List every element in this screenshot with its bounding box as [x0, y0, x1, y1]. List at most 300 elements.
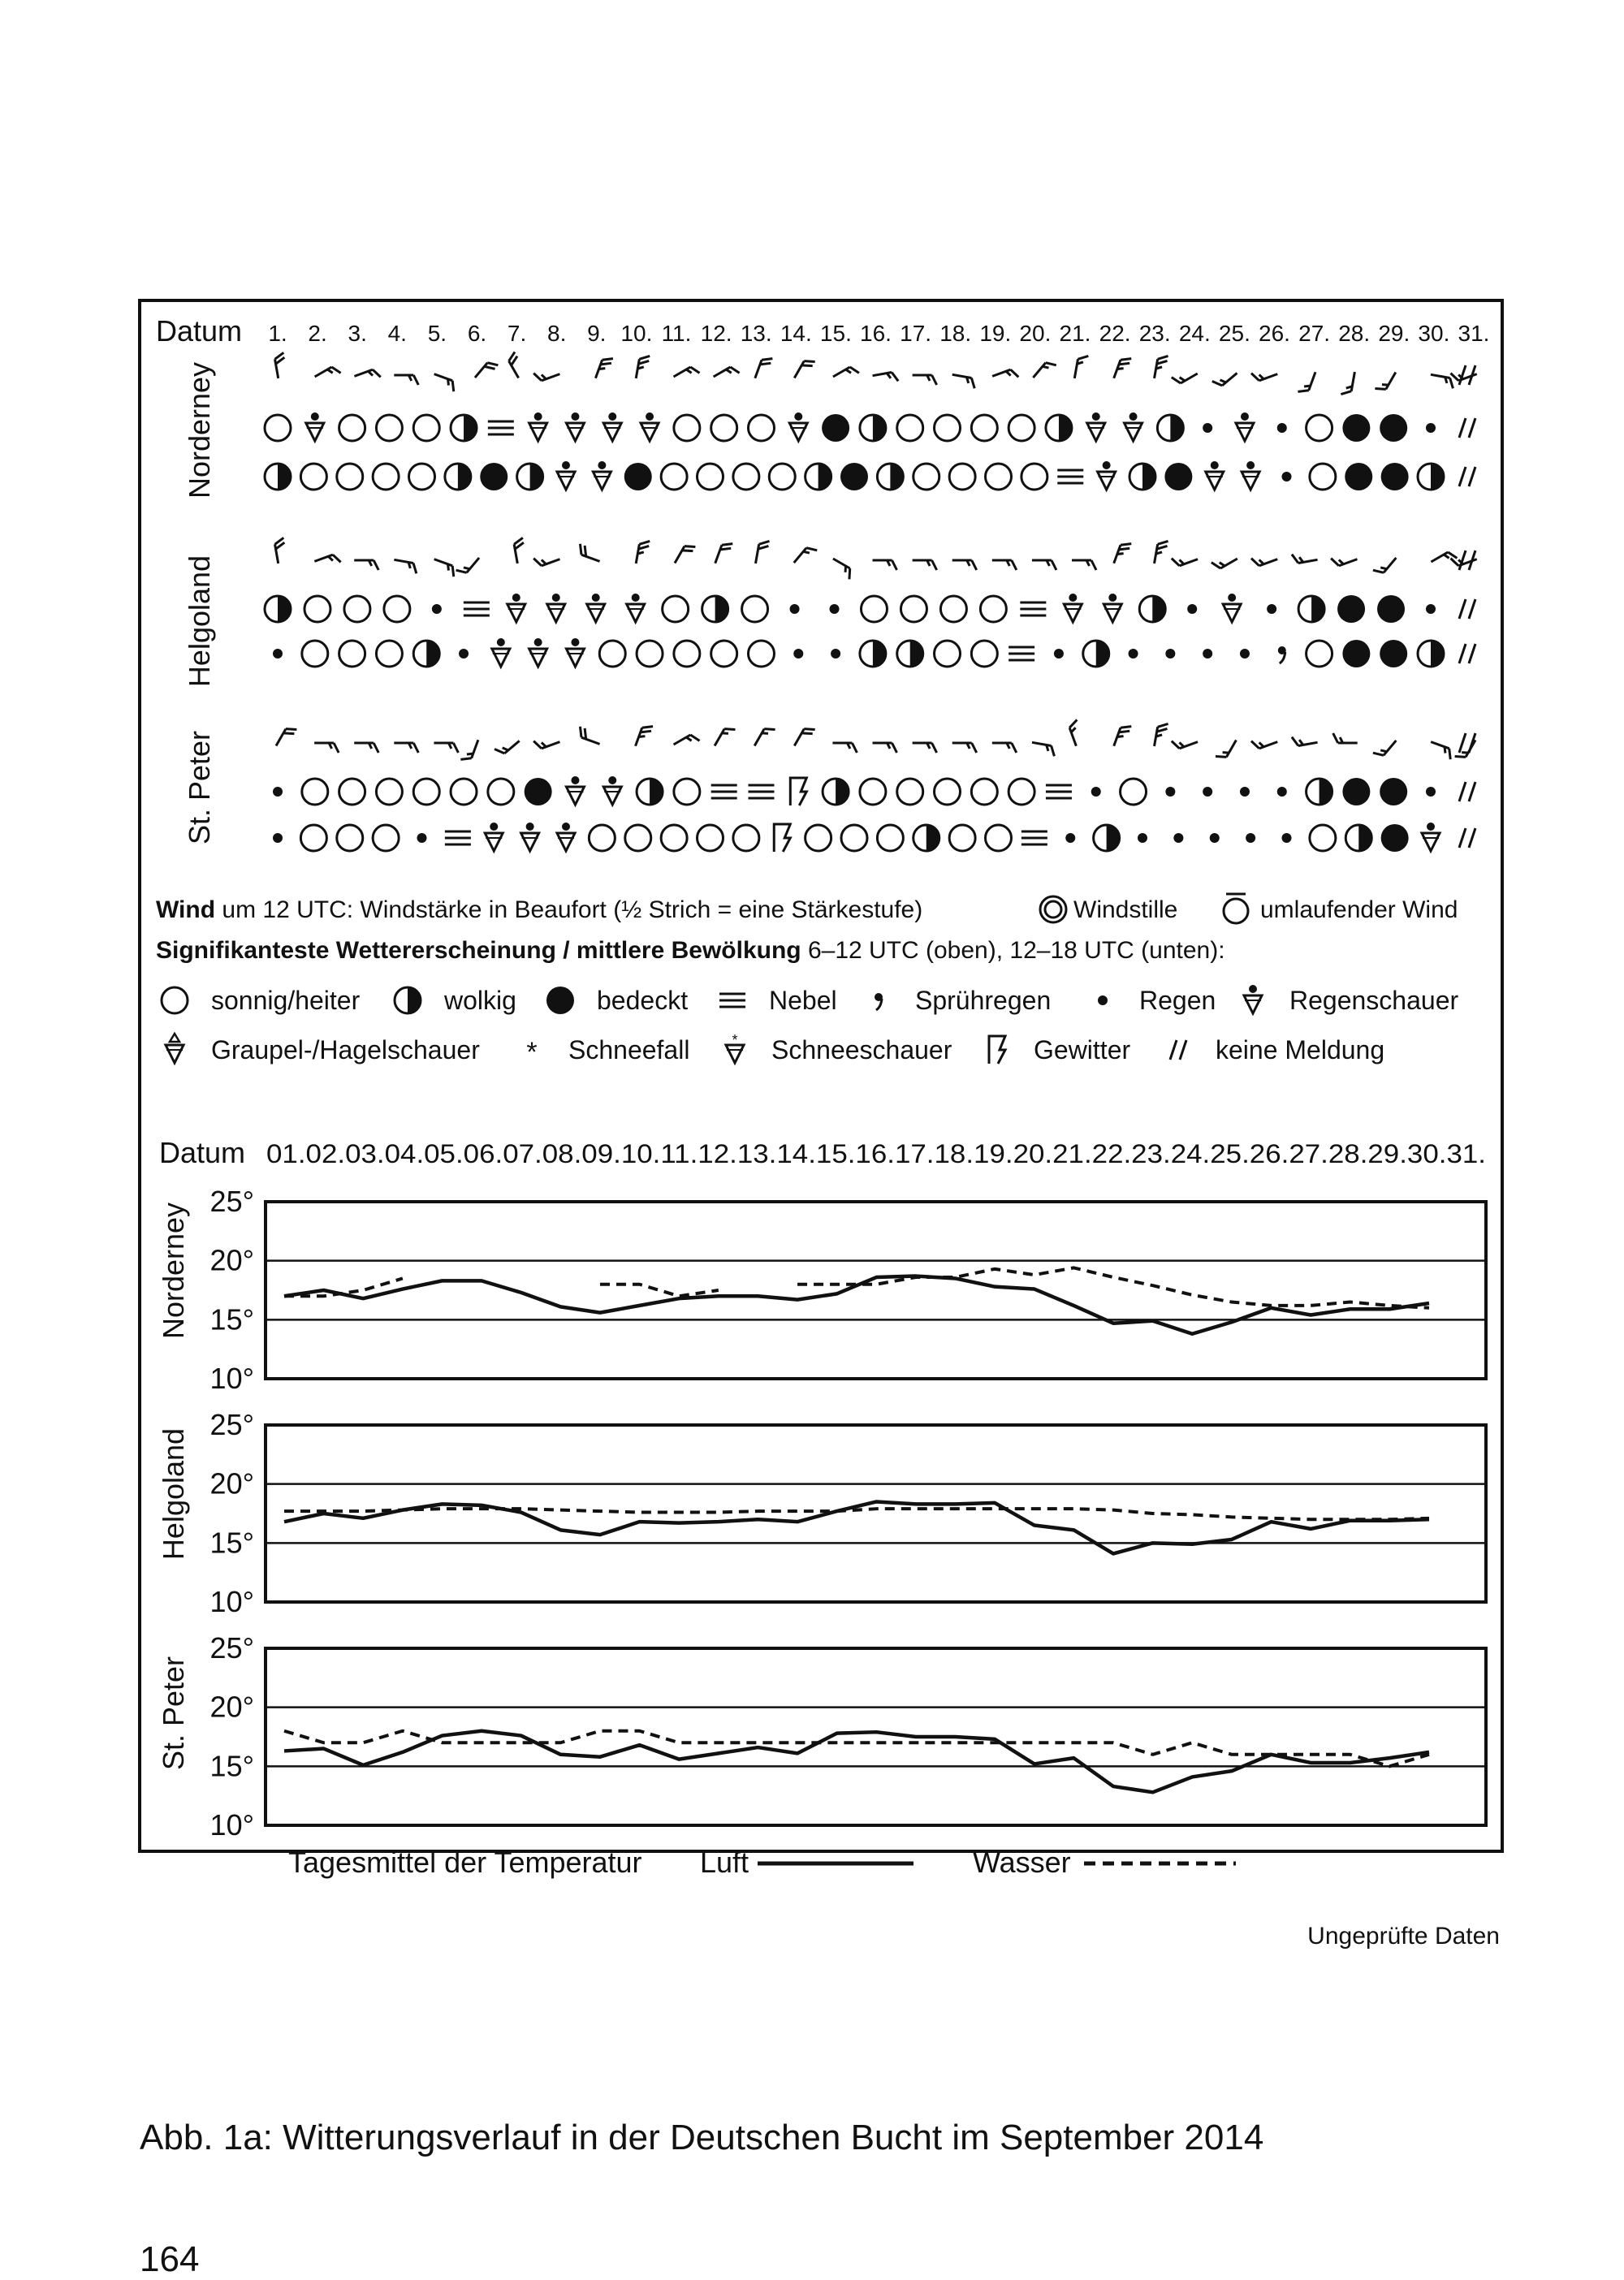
wind-barb-icon: [392, 559, 418, 573]
clear-icon: [674, 415, 700, 441]
clear-icon: [1009, 779, 1034, 805]
wind-barb-icon: [674, 732, 700, 753]
fog-icon: [1057, 470, 1083, 483]
symbol-date-label-cell: 14.: [780, 321, 812, 346]
wind-barb-icon: [715, 724, 735, 750]
overcast-icon: [1164, 463, 1192, 490]
y-tick-label: 20°: [209, 1466, 254, 1501]
clear-icon: [339, 641, 365, 667]
overcast-icon: [1342, 640, 1370, 667]
wind-barb-icon: [533, 732, 559, 750]
rain-icon: [273, 649, 283, 659]
overcast-icon: [525, 778, 552, 805]
cloudy-icon: [445, 464, 471, 490]
rain-icon: [1282, 472, 1292, 481]
cloudy-icon: [451, 415, 477, 441]
overcast-icon: [1342, 778, 1370, 805]
symbol-date-row: [268, 321, 1489, 346]
calm-label: Windstille: [1073, 896, 1178, 923]
legend-cloudy-icon: [395, 987, 421, 1013]
rain-shower-icon: [627, 594, 645, 622]
rain-icon: [793, 649, 803, 659]
legend-label: keine Meldung: [1216, 1035, 1385, 1064]
legend-label: sonnig/heiter: [211, 986, 361, 1015]
cloudy-icon: [413, 641, 439, 667]
rain-icon: [417, 833, 427, 843]
legend-label: Regen: [1139, 986, 1216, 1015]
station-labels: [183, 362, 216, 844]
wind-barb-icon: [1373, 551, 1396, 576]
symbol-date-label-cell: 31.: [1458, 321, 1490, 346]
clear-icon: [711, 415, 737, 441]
clear-icon: [897, 415, 923, 441]
chart-station-label: Norderney: [157, 1202, 190, 1340]
overcast-icon: [1380, 414, 1407, 442]
clear-icon: [860, 779, 886, 805]
legend-clear-icon: [162, 987, 188, 1013]
wind-barb-icon: [460, 736, 478, 762]
y-tick-label: 10°: [209, 1808, 254, 1842]
rain-shower-icon: [1064, 594, 1082, 622]
wind-barb-icon: [1068, 719, 1086, 745]
clear-icon: [949, 825, 975, 851]
wind-barb-icon: [1341, 370, 1354, 396]
wind-barb-icon: [833, 365, 859, 385]
rain-shower-icon: [557, 461, 575, 490]
rain-shower-icon: [485, 823, 503, 851]
symbol-date-label-cell: 12.: [700, 321, 732, 346]
wind-barb-icon: [475, 359, 498, 384]
legend-label: Schneefall: [568, 1035, 690, 1064]
temperature-panel: [157, 1136, 1500, 1950]
rain-shower-icon: [1422, 823, 1440, 851]
clear-icon: [300, 825, 326, 851]
y-tick-label: 10°: [209, 1362, 254, 1395]
fog-icon: [1021, 831, 1047, 844]
symbol-date-label-cell: 17.: [900, 321, 932, 346]
temperature-date-row: 01.02.03.04.05.06.07.08.09.10.11.12.13.14.15.16.17.18.19.20.21.22.23.24.25.26.27.28.29.30.31.: [266, 1139, 1486, 1168]
fog-icon: [445, 831, 471, 844]
symbol-date-label-cell: 24.: [1178, 321, 1211, 346]
air-temperature-line: [284, 1276, 1429, 1334]
rain-icon: [1210, 833, 1220, 843]
clear-icon: [711, 641, 737, 667]
clear-icon: [1121, 779, 1147, 805]
y-tick-label: 25°: [209, 1631, 254, 1665]
overcast-icon: [1342, 414, 1370, 442]
figure-caption: Abb. 1a: Witterungsverlauf in der Deutschen Bucht im September 2014: [140, 2118, 1264, 2157]
wind-barb-icon: [992, 368, 1018, 386]
clear-icon: [698, 464, 723, 490]
phenomenon-legend-text: 6–12 UTC (oben), 12–18 UTC (unten):: [801, 937, 1225, 964]
rain-shower-icon: [557, 823, 575, 851]
rain-shower-icon: [566, 412, 584, 441]
rain-icon: [1165, 649, 1175, 659]
clear-icon: [344, 596, 370, 622]
symbol-date-label-cell: 7.: [507, 321, 527, 346]
cloudy-icon: [806, 464, 831, 490]
clear-icon: [841, 825, 867, 851]
overcast-icon: [624, 463, 652, 490]
rain-shower-icon: [529, 412, 547, 441]
page-number: 164: [140, 2239, 200, 2279]
rain-icon: [1267, 604, 1276, 614]
clear-icon: [748, 641, 774, 667]
rain-icon: [1246, 833, 1255, 843]
clear-icon: [769, 464, 795, 490]
rain-icon: [1277, 787, 1287, 797]
rain-icon: [273, 787, 283, 797]
variable-wind-label: umlaufender Wind: [1260, 896, 1458, 923]
wind-barb-icon: [595, 356, 613, 382]
fog-icon: [1009, 647, 1034, 660]
overcast-icon: [1377, 595, 1405, 623]
clear-icon: [339, 779, 365, 805]
rain-icon: [1129, 649, 1138, 659]
legend-snow-icon: [526, 1037, 537, 1068]
water-temperature-line: [600, 1285, 719, 1297]
wind-barb-icon: [394, 375, 418, 385]
legend-drizzle-icon: [875, 993, 883, 1010]
rain-shower-icon: [529, 638, 547, 667]
clear-icon: [384, 596, 410, 622]
legend-label: Nebel: [769, 986, 837, 1015]
fog-icon: [711, 785, 737, 798]
clear-icon: [1310, 825, 1336, 851]
wind-barb-icon: [992, 743, 1017, 753]
rain-icon: [1091, 787, 1101, 797]
legend-missing-icon: [1170, 1040, 1186, 1060]
wind-barb-icon: [1172, 365, 1198, 386]
wind-row: [274, 538, 1476, 579]
rain-shower-icon: [521, 823, 539, 851]
weather-symbol-rows: [265, 412, 1475, 852]
cloudy-icon: [1094, 825, 1120, 851]
wind-barb-icon: [952, 743, 977, 753]
phenomenon-legend-bold: Signifikanteste Wettererscheinung / mittlere Bewölkung: [156, 937, 801, 964]
clear-icon: [265, 415, 291, 441]
clear-icon: [935, 779, 961, 805]
rain-shower-icon: [566, 638, 584, 667]
wind-barb-icon: [1033, 359, 1056, 384]
wind-missing-icon: [1459, 551, 1475, 570]
symbol-date-label-cell: 23.: [1138, 321, 1171, 346]
rain-icon: [1240, 649, 1250, 659]
wind-barb-icon: [873, 560, 897, 570]
clear-icon: [373, 825, 399, 851]
wind-barb-icon: [1429, 374, 1455, 388]
legend-label: bedeckt: [597, 986, 689, 1015]
wind-barb-icon: [873, 371, 899, 385]
water-temperature-line: [797, 1267, 1429, 1307]
wind-barb-icon: [1292, 732, 1318, 746]
clear-icon: [861, 596, 887, 622]
thunderstorm-icon: [790, 778, 806, 805]
rain-icon: [1203, 787, 1212, 797]
clear-icon: [413, 415, 439, 441]
wind-missing-icon: [1459, 733, 1475, 753]
rain-icon: [1277, 423, 1287, 433]
cloudy-icon: [1418, 464, 1444, 490]
wind-barb-icon: [533, 365, 559, 382]
symbol-date-label-cell: 29.: [1378, 321, 1410, 346]
wind-barb-icon: [1251, 550, 1277, 568]
cloudy-icon: [1083, 641, 1109, 667]
rain-shower-icon: [1098, 461, 1116, 490]
clear-icon: [940, 596, 966, 622]
overcast-icon: [1380, 640, 1407, 667]
wind-rows: [274, 352, 1476, 762]
clear-icon: [733, 464, 759, 490]
rain-icon: [830, 604, 840, 614]
legend-rain-shower-icon: [1244, 985, 1262, 1013]
wind-barb-icon: [394, 743, 418, 753]
wind-barb-icon: [1331, 550, 1357, 568]
legend-fog-icon: [719, 994, 745, 1007]
clear-icon: [971, 779, 997, 805]
overcast-icon: [822, 414, 849, 442]
wind-barb-icon: [794, 356, 814, 382]
rain-shower-icon: [508, 594, 525, 622]
wind-barb-icon: [755, 356, 773, 382]
clear-icon: [897, 779, 923, 805]
rain-icon: [1187, 604, 1197, 614]
y-tick-label: 15°: [209, 1749, 254, 1783]
symbol-row-am: [265, 412, 1475, 442]
missing-icon: [1459, 418, 1475, 438]
phenomenon-legend-line: [156, 937, 1225, 964]
wind-barb-icon: [507, 352, 527, 378]
wind-barb-icon: [794, 544, 817, 569]
clear-icon: [300, 464, 326, 490]
water-temperature-line: [284, 1509, 1429, 1519]
wind-barb-icon: [314, 553, 340, 571]
y-tick-label: 20°: [209, 1690, 254, 1724]
legend-snow-shower-icon: [726, 1032, 744, 1063]
temperature-legend-water: Wasser: [973, 1846, 1071, 1879]
cloudy-icon: [517, 464, 543, 490]
wind-barb-icon: [1216, 736, 1236, 762]
wind-barb-icon: [1032, 560, 1056, 570]
clear-icon: [339, 415, 365, 441]
rain-icon: [1054, 649, 1064, 659]
wind-barb-icon: [1030, 742, 1056, 756]
y-tick-label: 25°: [209, 1408, 254, 1441]
symbol-date-label-cell: 22.: [1099, 321, 1131, 346]
symbol-date-label-cell: 25.: [1218, 321, 1250, 346]
wind-barb-icon: [715, 541, 733, 567]
wind-legend-line: [156, 896, 922, 923]
wind-barb-icon: [1251, 365, 1277, 382]
rain-icon: [1282, 833, 1292, 843]
wind-barb-icon: [434, 743, 458, 753]
temperature-charts: [157, 1185, 1486, 1842]
symbol-date-label-cell: 30.: [1418, 321, 1450, 346]
temperature-chart: [157, 1631, 1486, 1842]
temperature-legend-title: Tagesmittel der Temperatur: [288, 1846, 642, 1879]
wind-barb-icon: [636, 723, 654, 749]
wind-barb-icon: [1172, 732, 1198, 750]
clear-icon: [337, 825, 363, 851]
cloudy-icon: [637, 779, 663, 805]
legend-items: [162, 985, 1458, 1068]
clear-icon: [589, 825, 615, 851]
rain-icon: [1426, 787, 1436, 797]
rain-icon: [459, 649, 469, 659]
wind-barb-icon: [1298, 369, 1315, 395]
clear-icon: [901, 596, 926, 622]
wind-barb-icon: [1333, 733, 1358, 743]
legend-label: Gewitter: [1034, 1035, 1131, 1064]
cloudy-icon: [265, 464, 291, 490]
wind-barb-icon: [636, 539, 650, 565]
symbol-date-label-cell: 2.: [308, 321, 327, 346]
rain-shower-icon: [587, 594, 605, 622]
legend-label: Graupel-/Hagelschauer: [211, 1035, 480, 1064]
clear-icon: [698, 825, 723, 851]
rain-icon: [1173, 833, 1183, 843]
wind-barb-icon: [1212, 551, 1237, 571]
cloudy-icon: [265, 596, 291, 622]
wind-barb-icon: [952, 560, 977, 570]
legend-thunderstorm-icon: [989, 1036, 1005, 1064]
clear-icon: [304, 596, 330, 622]
station-label: Norderney: [183, 361, 216, 499]
wind-barb-icon: [1427, 742, 1453, 760]
cloudy-icon: [1157, 415, 1183, 441]
clear-icon: [302, 641, 328, 667]
clear-icon: [376, 415, 402, 441]
clear-icon: [914, 464, 939, 490]
rain-icon: [1165, 787, 1175, 797]
temperature-chart: [157, 1185, 1486, 1395]
clear-icon: [488, 779, 514, 805]
clear-icon: [373, 464, 399, 490]
fog-icon: [464, 602, 490, 615]
symbol-date-label-cell: 1.: [268, 321, 287, 346]
cloudy-icon: [1129, 464, 1155, 490]
clear-icon: [733, 825, 759, 851]
clear-icon: [806, 825, 831, 851]
clear-icon: [935, 641, 961, 667]
legend-label: Regenschauer: [1289, 986, 1459, 1015]
figure-frame: [140, 300, 1502, 1851]
cloudy-icon: [914, 825, 939, 851]
symbol-date-label-cell: 15.: [819, 321, 852, 346]
clear-icon: [949, 464, 975, 490]
legend-label: Schneeschauer: [771, 1035, 952, 1064]
clear-icon: [674, 641, 700, 667]
rain-shower-icon: [593, 461, 611, 490]
clear-icon: [599, 641, 625, 667]
wind-barb-icon: [456, 551, 479, 576]
clear-icon: [376, 641, 402, 667]
svg-text:*: *: [526, 1037, 538, 1068]
symbol-date-label-cell: 20.: [1019, 321, 1052, 346]
chart-station-label: Helgoland: [157, 1427, 190, 1561]
legend: [156, 894, 1458, 1068]
missing-icon: [1459, 782, 1475, 801]
cloudy-icon: [877, 464, 903, 490]
y-tick-label: 10°: [209, 1585, 254, 1618]
clear-icon: [661, 825, 687, 851]
clear-icon: [1021, 464, 1047, 490]
cloudy-icon: [860, 415, 886, 441]
symbol-row-am: [273, 776, 1475, 805]
rain-shower-icon: [1104, 594, 1121, 622]
wind-barb-icon: [1155, 722, 1168, 748]
station-label: Helgoland: [183, 555, 216, 688]
fog-icon: [1046, 785, 1072, 798]
clear-icon: [742, 596, 768, 622]
wind-barb-icon: [1072, 560, 1096, 570]
missing-icon: [1459, 644, 1475, 663]
wind-barb-icon: [577, 727, 603, 745]
variable-wind-icon: [1224, 894, 1248, 923]
temperature-chart: [157, 1408, 1486, 1618]
overcast-icon: [1381, 463, 1409, 490]
overcast-icon: [1337, 595, 1365, 623]
y-tick-label: 25°: [209, 1185, 254, 1218]
cloudy-icon: [1139, 596, 1165, 622]
rain-icon: [273, 833, 283, 843]
y-tick-label: 15°: [209, 1526, 254, 1560]
symbol-date-label-cell: 26.: [1259, 321, 1290, 346]
overcast-icon: [1380, 778, 1407, 805]
clear-icon: [935, 415, 961, 441]
rain-icon: [432, 604, 442, 614]
clear-icon: [1310, 464, 1336, 490]
wind-barb-icon: [315, 365, 341, 385]
clear-icon: [376, 779, 402, 805]
station-label: St. Peter: [183, 730, 216, 845]
wind-barb-icon: [274, 352, 287, 378]
overcast-icon: [1381, 824, 1409, 852]
wind-row: [274, 352, 1476, 395]
legend-hail-shower-icon: [166, 1034, 184, 1063]
wind-barb-icon: [951, 374, 977, 388]
rain-shower-icon: [547, 594, 565, 622]
overcast-icon: [840, 463, 868, 490]
clear-icon: [637, 641, 663, 667]
wind-barb-icon: [1373, 734, 1396, 759]
clear-icon: [1009, 415, 1034, 441]
rain-icon: [1065, 833, 1075, 843]
rain-shower-icon: [1206, 461, 1224, 490]
symbol-date-label-cell: 13.: [740, 321, 772, 346]
wind-barb-icon: [431, 374, 457, 392]
rain-shower-icon: [1242, 461, 1259, 490]
clear-icon: [625, 825, 651, 851]
symbol-date-label-cell: 8.: [547, 321, 567, 346]
symbol-date-label-cell: 5.: [427, 321, 447, 346]
missing-icon: [1459, 467, 1475, 486]
wind-barb-icon: [577, 544, 603, 562]
wind-barb-icon: [873, 743, 897, 753]
clear-icon: [661, 464, 687, 490]
wind-barb-icon: [636, 354, 650, 380]
rain-shower-icon: [641, 412, 659, 441]
wind-barb-icon: [794, 724, 814, 750]
cloudy-icon: [1345, 825, 1371, 851]
clear-icon: [663, 596, 689, 622]
clear-icon: [302, 779, 328, 805]
wind-row: [276, 719, 1475, 762]
symbol-row-pm: [265, 461, 1475, 490]
wind-barb-icon: [1155, 539, 1168, 565]
wind-barb-icon: [1375, 368, 1395, 394]
unchecked-data-note: Ungeprüfte Daten: [1307, 1923, 1500, 1950]
